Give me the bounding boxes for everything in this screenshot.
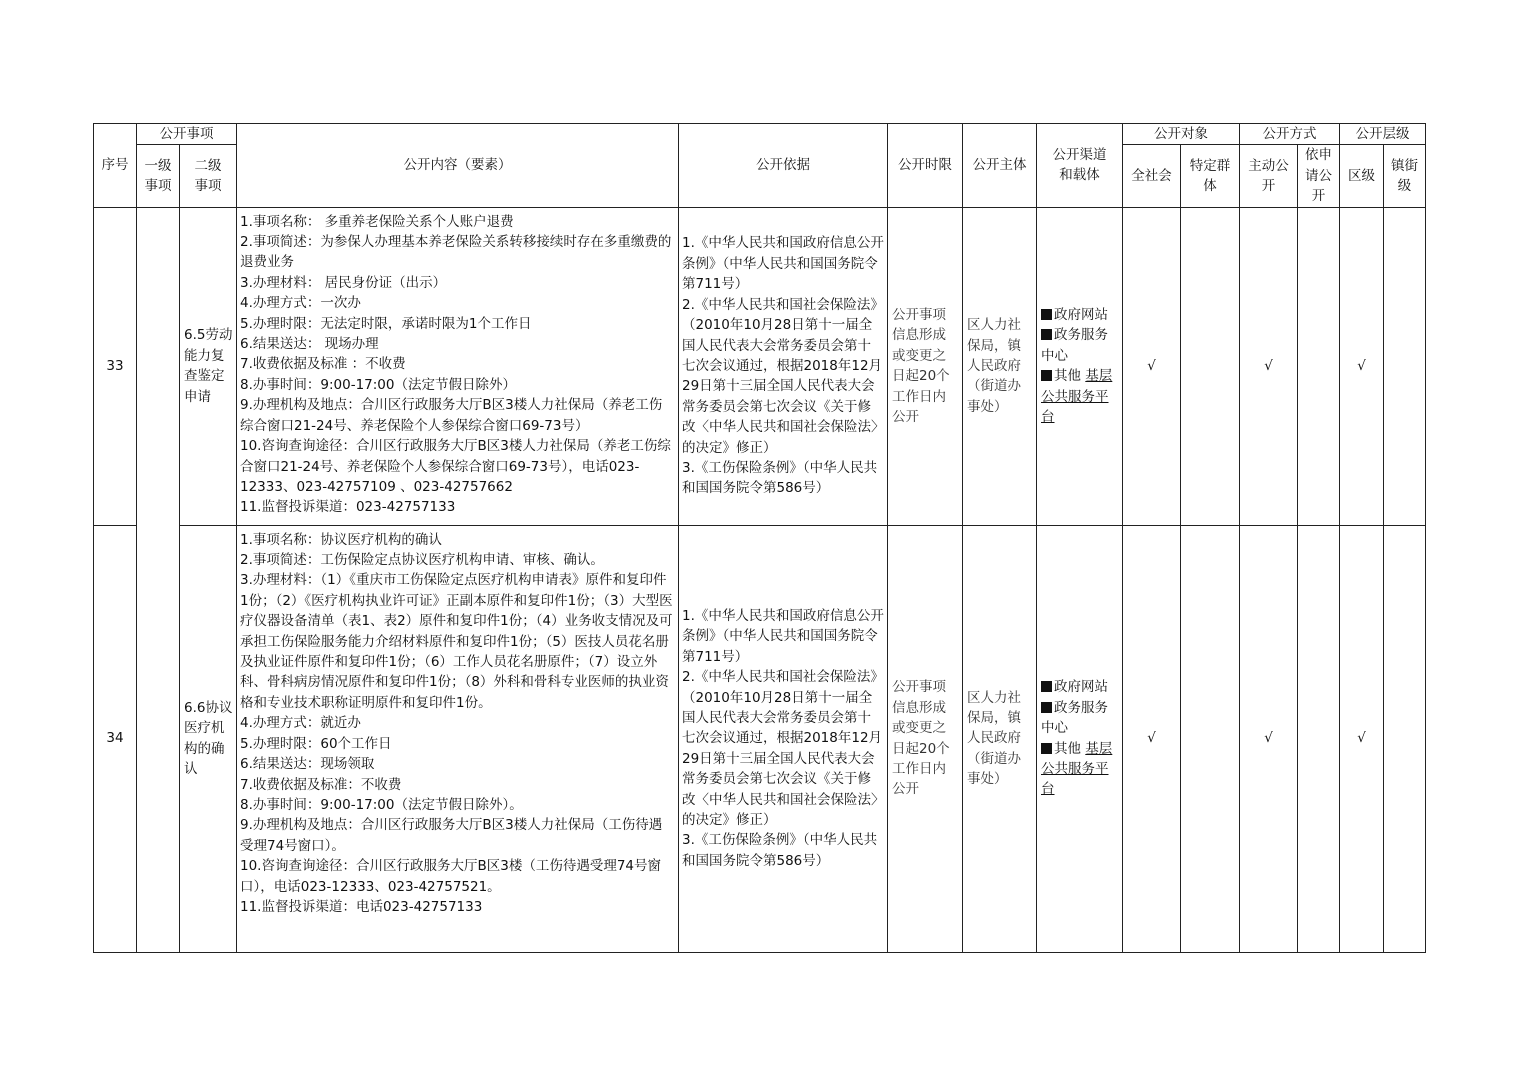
content-line: 9.办理机构及地点：合川区行政服务大厅B区3楼人力社保局（工伤待遇受理74号窗口）。 <box>240 817 663 854</box>
header-seq: 序号 <box>94 124 137 208</box>
row-level2: 6.6协议医疗机构的确认 <box>180 525 237 952</box>
content-line: 8.办事时间：9:00-17:00（法定节假日除外）。 <box>240 796 523 813</box>
header-object-group: 公开对象 <box>1123 124 1240 145</box>
content-line: 11.监督投诉渠道：电话023-42757133 <box>240 898 483 915</box>
row-basis <box>679 207 888 525</box>
content-line: 9.办理机构及地点：合川区行政服务大厅B区3楼人力社保局（养老工伤综合窗口21-24号、养老保险个人参保综合窗口69-73号） <box>240 397 663 434</box>
channel-item <box>1041 698 1119 739</box>
check-method-active: √ <box>1240 207 1298 525</box>
check-object-specific <box>1181 207 1240 525</box>
header-level1: 一级事项 <box>137 145 180 207</box>
content-line: 1.事项名称： 多重养老保险关系个人账户退费 <box>240 213 514 230</box>
table-row <box>94 207 1426 525</box>
row-seq: 34 <box>94 525 137 952</box>
channel-item-underlined: 基层公共服务平台 <box>1041 740 1113 798</box>
header-method-group: 公开方式 <box>1240 124 1340 145</box>
content-line: 5.办理时限：无法定时限，承诺时限为1个工作日 <box>240 315 532 332</box>
check-object-all: √ <box>1123 207 1181 525</box>
row-time: 公开事项信息形成或变更之日起20个工作日内公开 <box>888 207 963 525</box>
header-level-group: 公开层级 <box>1340 124 1426 145</box>
header-time: 公开时限 <box>888 124 963 208</box>
channel-item <box>1041 739 1119 800</box>
content-line: 10.咨询查询途径：合川区行政服务大厅B区3楼（工伤待遇受理74号窗口），电话023-12333、023-42757521。 <box>240 858 661 895</box>
header-row-1 <box>94 124 1426 145</box>
checkbox-filled-icon <box>1041 681 1052 692</box>
content-line: 4.办理方式：就近办 <box>240 715 361 732</box>
content-line: 6.结果送达： 现场办理 <box>240 336 379 353</box>
row-level1-empty <box>137 207 180 952</box>
content-line: 2.事项简述：为参保人办理基本养老保险关系转移接续时存在多重缴费的退费业务 <box>240 234 672 271</box>
channel-item-label: 其他 <box>1054 740 1081 757</box>
header-level2: 二级事项 <box>180 145 237 207</box>
basis-line: 2.《中华人民共和国社会保险法》（2010年10月28日第十一届全国人民代表大会常务委员会第十七次会议通过，根据2018年12月29日第十三届全国人民代表大会常务委员会第七次会议《关于修改〈中华人民共和国社会保险法〉的决定》修正） <box>682 296 884 456</box>
header-object-specific: 特定群体 <box>1181 145 1240 207</box>
basis-line: 3.《工伤保险条例》（中华人民共和国国务院令第586号） <box>682 832 878 869</box>
row-channel <box>1037 525 1123 952</box>
content-line: 11.监督投诉渠道：023-42757133 <box>240 499 456 516</box>
header-content: 公开内容（要素） <box>237 124 679 208</box>
channel-item-label: 政府网站 <box>1054 679 1108 696</box>
row-level2: 6.5劳动能力复查鉴定申请 <box>180 207 237 525</box>
checkbox-filled-icon <box>1041 309 1052 320</box>
table-row <box>94 525 1426 952</box>
header-method-apply: 依申请公开 <box>1298 145 1340 207</box>
check-level-district: √ <box>1340 207 1384 525</box>
checkbox-filled-icon <box>1041 743 1052 754</box>
content-line: 1.事项名称：协议医疗机构的确认 <box>240 531 442 548</box>
content-line: 7.收费依据及标准：不收费 <box>240 776 402 793</box>
channel-item-label: 其他 <box>1054 368 1081 385</box>
checkbox-filled-icon <box>1041 329 1052 340</box>
content-line: 3.办理材料：（1）《重庆市工伤保险定点医疗机构申请表》原件和复印件1份；（2）《医疗机构执业许可证》正副本原件和复印件1份；（3）大型医疗仪器设备清单（表1、表2）原件和复印件1份；（4）业务收支情况及可承担工伤保险服务能力介绍材料原件和复印件1份；（5）医技人员花名册及执业证件原件和复印件1份；（6）工作人员花名册原件；（7）设立外科、骨科病房情况原件和复印件1份；（8）外科和骨科专业医师的执业资格和专业技术职称证明原件和复印件1份。 <box>240 572 673 711</box>
check-object-all: √ <box>1123 525 1181 952</box>
channel-item-label: 政务服务中心 <box>1041 327 1108 364</box>
row-content <box>237 525 679 952</box>
channel-item-label: 政府网站 <box>1054 306 1108 323</box>
row-subject: 区人力社保局，镇人民政府（街道办事处） <box>963 525 1037 952</box>
channel-item <box>1041 366 1119 427</box>
channel-item <box>1041 305 1119 325</box>
channel-item-label: 政务服务中心 <box>1041 699 1108 737</box>
disclosure-table <box>93 123 1426 953</box>
row-content <box>237 207 679 525</box>
basis-line: 3.《工伤保险条例》（中华人民共和国国务院令第586号） <box>682 459 878 497</box>
header-basis: 公开依据 <box>679 124 888 208</box>
channel-item <box>1041 677 1119 697</box>
basis-line: 1.《中华人民共和国政府信息公开条例》（中华人民共和国国务院令第711号） <box>682 607 884 665</box>
check-object-specific <box>1181 525 1240 952</box>
content-line: 6.结果送达：现场领取 <box>240 756 375 773</box>
content-line: 8.办事时间：9:00-17:00（法定节假日除外） <box>240 376 516 393</box>
checkbox-filled-icon <box>1041 702 1052 713</box>
check-method-apply <box>1298 525 1340 952</box>
header-object-all: 全社会 <box>1123 145 1181 207</box>
check-level-district: √ <box>1340 525 1384 952</box>
content-line: 2.事项简述：工伤保险定点协议医疗机构申请、审核、确认。 <box>240 552 604 569</box>
check-level-town <box>1384 525 1426 952</box>
row-seq: 33 <box>94 207 137 525</box>
channel-item <box>1041 325 1119 366</box>
row-basis <box>679 525 888 952</box>
row-subject: 区人力社保局，镇人民政府（街道办事处） <box>963 207 1037 525</box>
basis-line: 2.《中华人民共和国社会保险法》（2010年10月28日第十一届全国人民代表大会常务委员会第十七次会议通过，根据2018年12月29日第十三届全国人民代表大会常务委员会第七次会议《关于修改〈中华人民共和国社会保险法〉的决定》修正） <box>682 669 884 829</box>
content-line: 3.办理材料： 居民身份证（出示） <box>240 274 447 291</box>
header-method-active: 主动公开 <box>1240 145 1298 207</box>
check-method-active: √ <box>1240 525 1298 952</box>
check-level-town <box>1384 207 1426 525</box>
channel-item-underlined: 基层公共服务平台 <box>1041 368 1113 425</box>
basis-line: 1.《中华人民共和国政府信息公开条例》（中华人民共和国国务院令第711号） <box>682 235 884 293</box>
content-line: 5.办理时限：60个工作日 <box>240 735 392 752</box>
content-line: 4.办理方式：一次办 <box>240 295 361 312</box>
checkbox-filled-icon <box>1041 370 1052 381</box>
header-level-district: 区级 <box>1340 145 1384 207</box>
header-items-group: 公开事项 <box>137 124 237 145</box>
content-line: 7.收费依据及标准 ：不收费 <box>240 356 406 373</box>
header-level-town: 镇街级 <box>1384 145 1426 207</box>
content-line: 10.咨询查询途径：合川区行政服务大厅B区3楼人力社保局（养老工伤综合窗口21-24号、养老保险个人参保综合窗口69-73号），电话023-12333、023-42757109 、023-42757662 <box>240 438 671 495</box>
check-method-apply <box>1298 207 1340 525</box>
header-channel: 公开渠道和载体 <box>1037 124 1123 208</box>
header-subject: 公开主体 <box>963 124 1037 208</box>
row-time: 公开事项信息形成或变更之日起20个工作日内公开 <box>888 525 963 952</box>
row-channel <box>1037 207 1123 525</box>
